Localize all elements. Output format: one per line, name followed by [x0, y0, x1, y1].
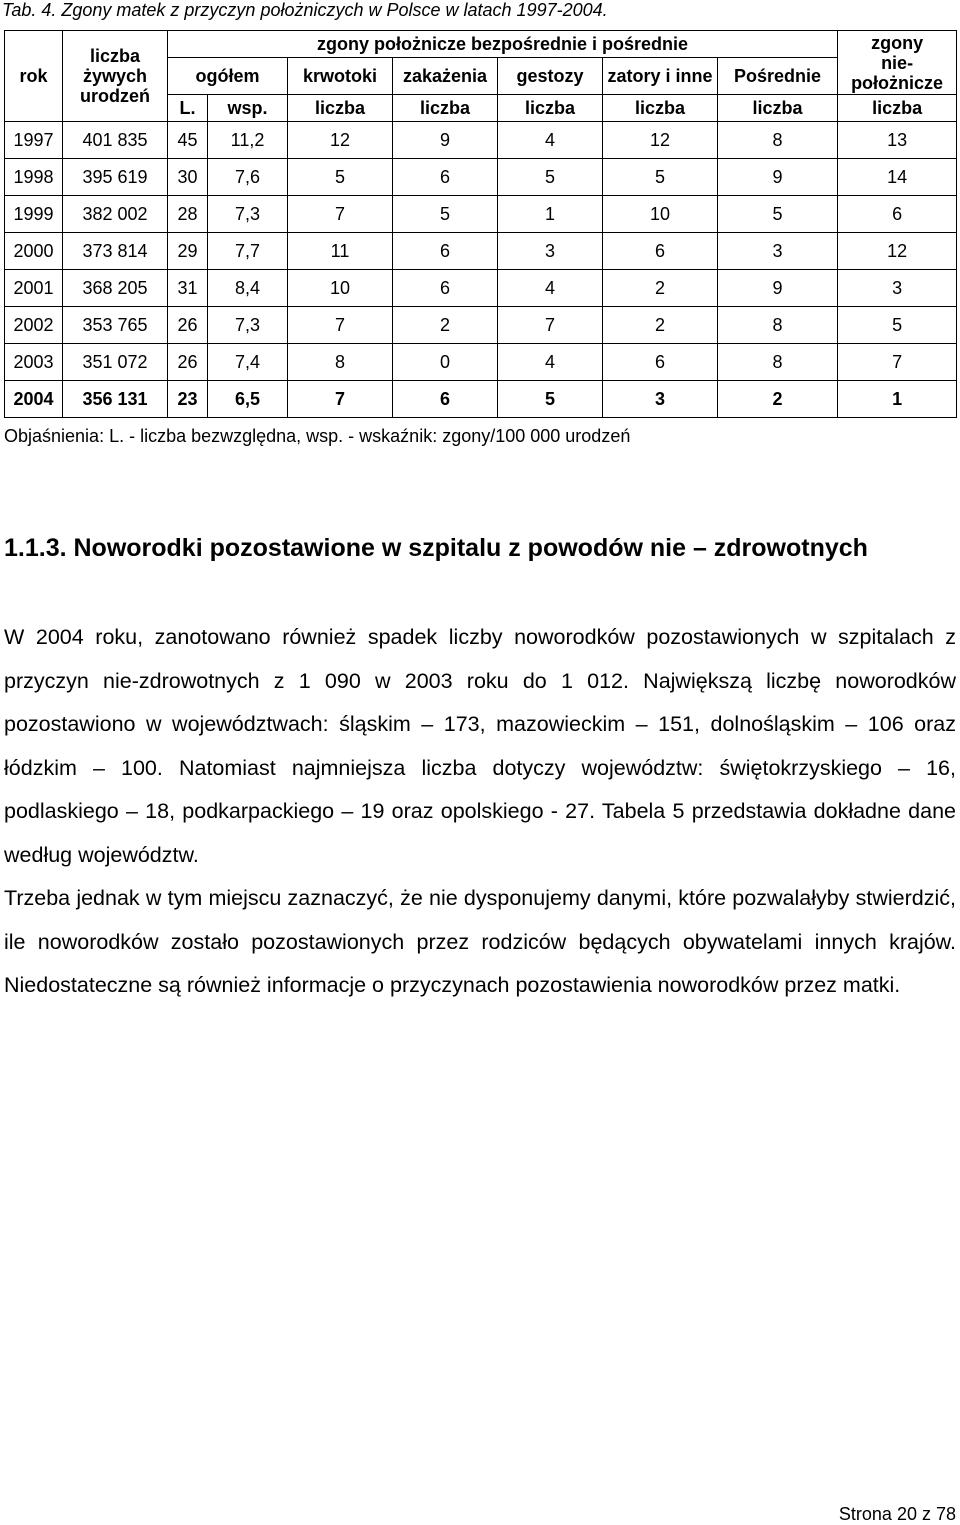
cell-nonob: 13	[838, 122, 957, 159]
cell-l: 31	[168, 270, 208, 307]
cell-zakazenia: 9	[393, 122, 498, 159]
cell-l: 29	[168, 233, 208, 270]
cell-wsp: 8,4	[208, 270, 288, 307]
header-zatory: zatory i inne	[603, 58, 718, 95]
cell-krwotoki: 7	[288, 196, 393, 233]
subheader-wsp: wsp.	[208, 95, 288, 122]
cell-zakazenia: 6	[393, 270, 498, 307]
cell-nonob: 5	[838, 307, 957, 344]
cell-zakazenia: 6	[393, 381, 498, 418]
subheader-zatory: liczba	[603, 95, 718, 122]
cell-gestozy: 4	[498, 344, 603, 381]
cell-zakazenia: 0	[393, 344, 498, 381]
header-nonobstetric	[838, 31, 957, 95]
cell-wsp: 7,4	[208, 344, 288, 381]
cell-krwotoki: 7	[288, 381, 393, 418]
table-row	[5, 270, 957, 307]
cell-nonob: 7	[838, 344, 957, 381]
cell-births: 401 835	[63, 122, 168, 159]
cell-gestozy: 5	[498, 381, 603, 418]
cell-year: 2000	[5, 233, 63, 270]
header-group: zgony położnicze bezpośrednie i pośrednie	[168, 31, 838, 58]
header-rok: rok	[5, 31, 63, 122]
body-text	[4, 616, 956, 1008]
cell-zatory: 2	[603, 307, 718, 344]
cell-posrednie: 9	[718, 159, 838, 196]
cell-zatory: 2	[603, 270, 718, 307]
header-posrednie: Pośrednie	[718, 58, 838, 95]
cell-year: 2001	[5, 270, 63, 307]
header-nonob-line2: nie-	[881, 52, 914, 73]
cell-posrednie: 9	[718, 270, 838, 307]
cell-zatory: 3	[603, 381, 718, 418]
cell-births: 395 619	[63, 159, 168, 196]
header-nonob-line3: położnicze	[851, 72, 944, 93]
subheader-nonob: liczba	[838, 95, 957, 122]
cell-zakazenia: 6	[393, 159, 498, 196]
cell-krwotoki: 5	[288, 159, 393, 196]
cell-l: 28	[168, 196, 208, 233]
header-ogolem: ogółem	[168, 58, 288, 95]
cell-gestozy: 3	[498, 233, 603, 270]
cell-wsp: 6,5	[208, 381, 288, 418]
header-zakazenia: zakażenia	[393, 58, 498, 95]
cell-nonob: 3	[838, 270, 957, 307]
cell-year: 2003	[5, 344, 63, 381]
subheader-zakazenia: liczba	[393, 95, 498, 122]
table-row	[5, 344, 957, 381]
table-container	[4, 30, 956, 418]
cell-l: 26	[168, 344, 208, 381]
cell-gestozy: 5	[498, 159, 603, 196]
cell-births: 356 131	[63, 381, 168, 418]
cell-krwotoki: 8	[288, 344, 393, 381]
cell-births: 373 814	[63, 233, 168, 270]
cell-year: 2004	[5, 381, 63, 418]
cell-wsp: 11,2	[208, 122, 288, 159]
cell-posrednie: 2	[718, 381, 838, 418]
cell-wsp: 7,3	[208, 196, 288, 233]
table-caption: Tab. 4. Zgony matek z przyczyn położniczych w Polsce w latach 1997-2004.	[2, 0, 608, 20]
cell-zatory: 6	[603, 344, 718, 381]
table-body	[5, 122, 957, 418]
cell-posrednie: 5	[718, 196, 838, 233]
subheader-gestozy: liczba	[498, 95, 603, 122]
cell-zakazenia: 5	[393, 196, 498, 233]
cell-zakazenia: 2	[393, 307, 498, 344]
cell-year: 2002	[5, 307, 63, 344]
cell-wsp: 7,3	[208, 307, 288, 344]
cell-gestozy: 4	[498, 122, 603, 159]
cell-posrednie: 8	[718, 122, 838, 159]
cell-posrednie: 8	[718, 307, 838, 344]
table-row	[5, 307, 957, 344]
cell-zatory: 10	[603, 196, 718, 233]
header-births	[63, 31, 168, 122]
cell-births: 351 072	[63, 344, 168, 381]
cell-wsp: 7,6	[208, 159, 288, 196]
page-number: Strona 20 z 78	[838, 1504, 956, 1524]
header-births-line3: urodzeń	[80, 86, 150, 106]
section-heading: 1.1.3. Noworodki pozostawione w szpitalu z powodów nie – zdrowotnych	[4, 534, 868, 562]
cell-zatory: 12	[603, 122, 718, 159]
subheader-posrednie: liczba	[718, 95, 838, 122]
header-births-line1: liczba	[89, 46, 141, 66]
table-row	[5, 233, 957, 270]
table-note: Objaśnienia: L. - liczba bezwzględna, wsp. - wskaźnik: zgony/100 000 urodzeń	[4, 426, 631, 446]
cell-gestozy: 1	[498, 196, 603, 233]
cell-krwotoki: 11	[288, 233, 393, 270]
cell-births: 353 765	[63, 307, 168, 344]
cell-births: 382 002	[63, 196, 168, 233]
cell-l: 23	[168, 381, 208, 418]
cell-zatory: 5	[603, 159, 718, 196]
cell-zatory: 6	[603, 233, 718, 270]
cell-nonob: 6	[838, 196, 957, 233]
header-nonob-line1: zgony	[871, 32, 924, 53]
paragraph: W 2004 roku, zanotowano również spadek liczby noworodków pozostawionych w szpitalach z przyczyn nie-zdrowotnych z 1 090 w 2003 roku do 1 012. Największą liczbę noworodków pozostawiono w województwach: śląskim – 173, mazowieckim – 151, dolnośląskim – 106 oraz łódzkim – 100. Natomiast najmniejsza liczba dotyczy województw: świętokrzyskiego – 16, podlaskiego – 18, podkarpackiego – 19 oraz opolskiego - 27. Tabela 5 przedstawia dokładne dane według województw.	[4, 625, 956, 867]
cell-year: 1997	[5, 122, 63, 159]
cell-births: 368 205	[63, 270, 168, 307]
cell-year: 1999	[5, 196, 63, 233]
cell-year: 1998	[5, 159, 63, 196]
cell-nonob: 1	[838, 381, 957, 418]
cell-gestozy: 7	[498, 307, 603, 344]
cell-nonob: 14	[838, 159, 957, 196]
table-row	[5, 196, 957, 233]
cell-l: 26	[168, 307, 208, 344]
paragraph: Trzeba jednak w tym miejscu zaznaczyć, że nie dysponujemy danymi, które pozwalałyby stwierdzić, ile noworodków zostało pozostawionych przez rodziców będących obywatelami innych krajów. Niedostateczne są również informacje o przyczynach pozostawienia noworodków przez matki.	[4, 886, 956, 997]
cell-krwotoki: 10	[288, 270, 393, 307]
cell-krwotoki: 7	[288, 307, 393, 344]
maternal-deaths-table	[4, 30, 957, 418]
cell-krwotoki: 12	[288, 122, 393, 159]
cell-wsp: 7,7	[208, 233, 288, 270]
cell-l: 30	[168, 159, 208, 196]
header-gestozy: gestozy	[498, 58, 603, 95]
subheader-krwotoki: liczba	[288, 95, 393, 122]
cell-posrednie: 8	[718, 344, 838, 381]
cell-gestozy: 4	[498, 270, 603, 307]
header-births-line2: żywych	[82, 66, 148, 86]
table-row	[5, 159, 957, 196]
cell-posrednie: 3	[718, 233, 838, 270]
table-row	[5, 122, 957, 159]
cell-zakazenia: 6	[393, 233, 498, 270]
cell-l: 45	[168, 122, 208, 159]
table-row	[5, 381, 957, 418]
subheader-l: L.	[168, 95, 208, 122]
header-krwotoki: krwotoki	[288, 58, 393, 95]
cell-nonob: 12	[838, 233, 957, 270]
